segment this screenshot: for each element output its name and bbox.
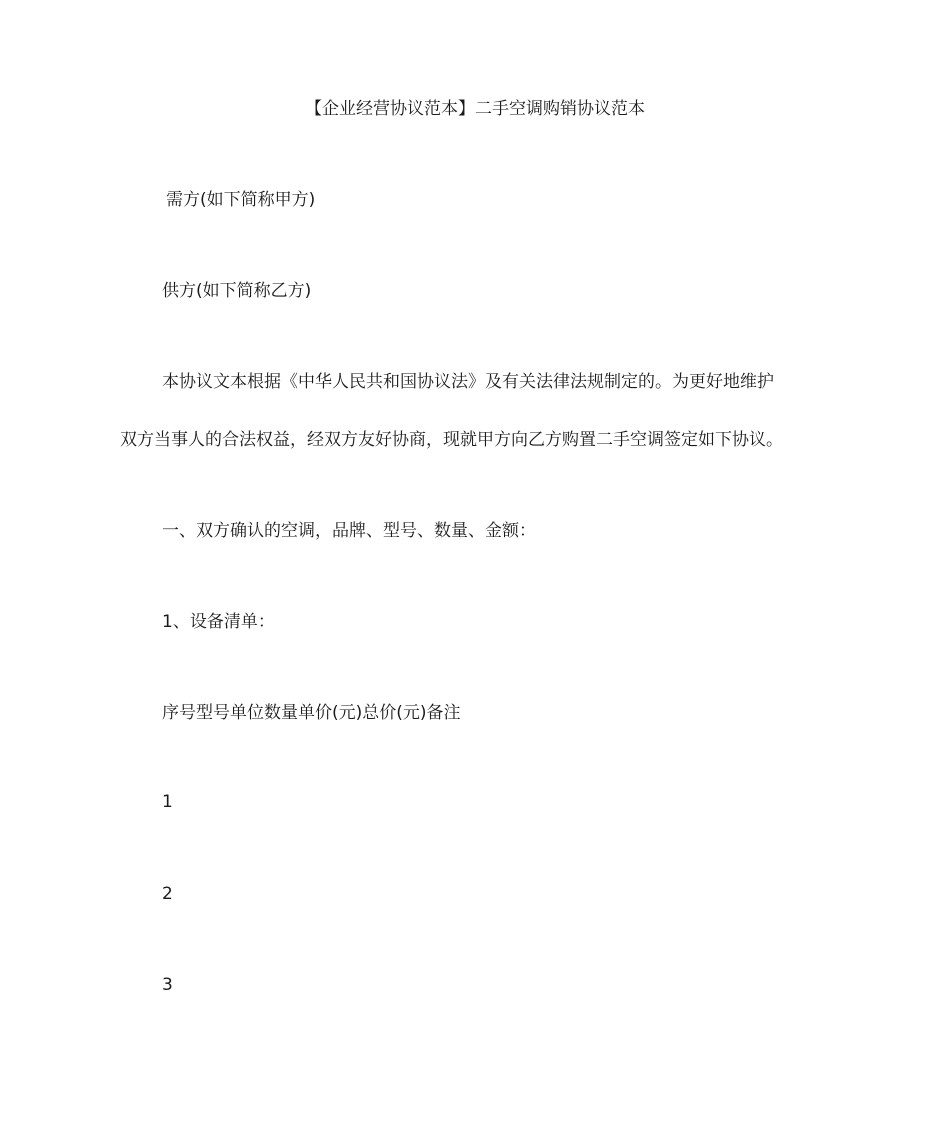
document-title: 【企业经营协议范本】二手空调购销协议范本	[305, 99, 645, 119]
party-need-line: 需方(如下简称甲方)	[166, 190, 316, 210]
table-row-number: 1	[162, 792, 173, 812]
party-supply-line: 供方(如下简称乙方)	[162, 281, 312, 301]
intro-paragraph-line-2: 双方当事人的合法权益，经双方友好协商，现就甲方向乙方购置二手空调签定如下协议。	[120, 430, 783, 450]
table-row-number: 3	[162, 975, 173, 995]
intro-paragraph-line-1: 本协议文本根据《中华人民共和国协议法》及有关法律法规制定的。为更好地维护	[162, 372, 774, 392]
table-row-number: 2	[162, 884, 173, 904]
equipment-list-heading: 1、设备清单：	[162, 612, 275, 632]
section-1-heading: 一、双方确认的空调，品牌、型号、数量、金额：	[162, 521, 536, 541]
table-header-line: 序号型号单位数量单价(元)总价(元)备注	[162, 703, 461, 723]
